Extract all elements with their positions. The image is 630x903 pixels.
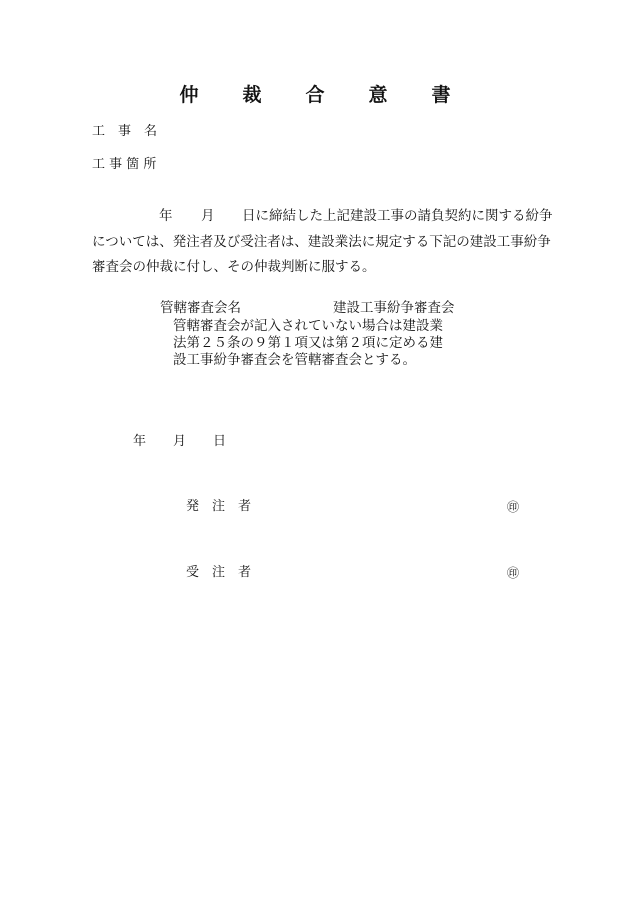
- date-day: 日: [213, 434, 227, 449]
- committee-value: 建設工事紛争審査会: [333, 300, 455, 316]
- committee-note-line1: 管轄審査会が記入されていない場合は建設業: [173, 318, 443, 334]
- document-title: [0, 80, 630, 107]
- title-char: 意: [368, 84, 388, 106]
- orderer-label: 発 注 者: [186, 499, 252, 514]
- project-name-label: 工 事 名: [92, 124, 158, 139]
- title-char: 合: [305, 84, 325, 106]
- title-char: 裁: [242, 84, 262, 106]
- committee-note-line3: 設工事紛争審査会を管轄審査会とする。: [173, 352, 416, 368]
- date-year: 年: [133, 434, 147, 449]
- title-char: 書: [431, 84, 451, 106]
- body-month: 月: [201, 208, 215, 224]
- orderer-seal-icon: ㊞: [507, 500, 520, 514]
- title-char: 仲: [179, 84, 199, 106]
- body-line1-rest: 日に締結した上記建設工事の請負契約に関する紛争: [242, 208, 553, 224]
- contractor-seal-icon: ㊞: [507, 566, 520, 580]
- committee-label: 管轄審査会名: [160, 300, 241, 316]
- body-year: 年: [159, 208, 173, 224]
- project-location-label: 工 事 箇 所: [92, 157, 157, 172]
- committee-note-line2: 法第２５条の９第１項又は第２項に定める建: [173, 335, 443, 351]
- date-month: 月: [173, 434, 187, 449]
- body-line2: については、発注者及び受注者は、建設業法に規定する下記の建設工事紛争: [92, 234, 551, 250]
- contractor-label: 受 注 者: [186, 565, 252, 580]
- body-line3: 審査会の仲裁に付し、その仲裁判断に服する。: [92, 259, 376, 275]
